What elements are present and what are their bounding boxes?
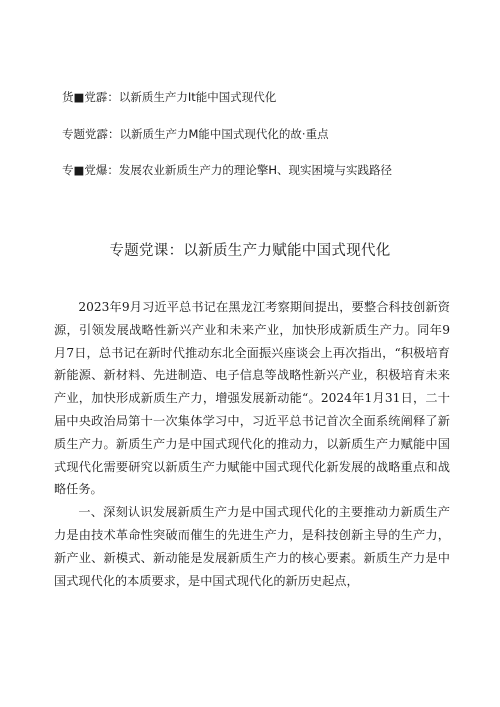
paragraph-1: 2023年9月习近平总书记在黑龙江考察期间提出，要整合科技创新资源，引领发展战略性新兴产业和未来产业，加快形成新质生产力。同年9月7日，总书记在新时代推动东北全面振兴座谈会上再次指出，“积极培育新能源、新材料、先进制造、电子信息等战略性新兴产业，积极培育未来产业，加快形成新质生产力，增强发展新动能“。2024年1月31日，二十届中央政治局第十一次集体学习中，习近平总书记首次全面系统阐释了新质生产力。新质生产力是中国式现代化的推动力，以新质生产力赋能中国式现代化需要研究以新质生产力赋能中国式现代化新发展的战略重点和战略任务。 bbox=[54, 300, 450, 497]
toc-entry-3: 专■党爆：发展农业新质生产力的理论擎H、现实困境与实践路径 bbox=[62, 163, 393, 177]
paragraph-2: 一、深刻认识发展新质生产力是中国式现代化的主要推动力新质生产力是由技术革命性突破而催生的先进生产力，是科技创新主导的生产力，新产业、新模式、新动能是发展新质生产力的核心要素。新质生产力是中国式现代化的本质要求，是中国式现代化的新历史起点， bbox=[54, 505, 450, 588]
document-body bbox=[54, 296, 450, 592]
document-title: 专题党课：以新质生产力赋能中国式现代化 bbox=[109, 243, 391, 259]
toc-entry-1: 货■党霹：以新质生产力It能中国式现代化 bbox=[62, 90, 277, 104]
toc-entry-2: 专题党霹：以新质生产力M能中国式现代化的故·重点 bbox=[62, 127, 329, 141]
